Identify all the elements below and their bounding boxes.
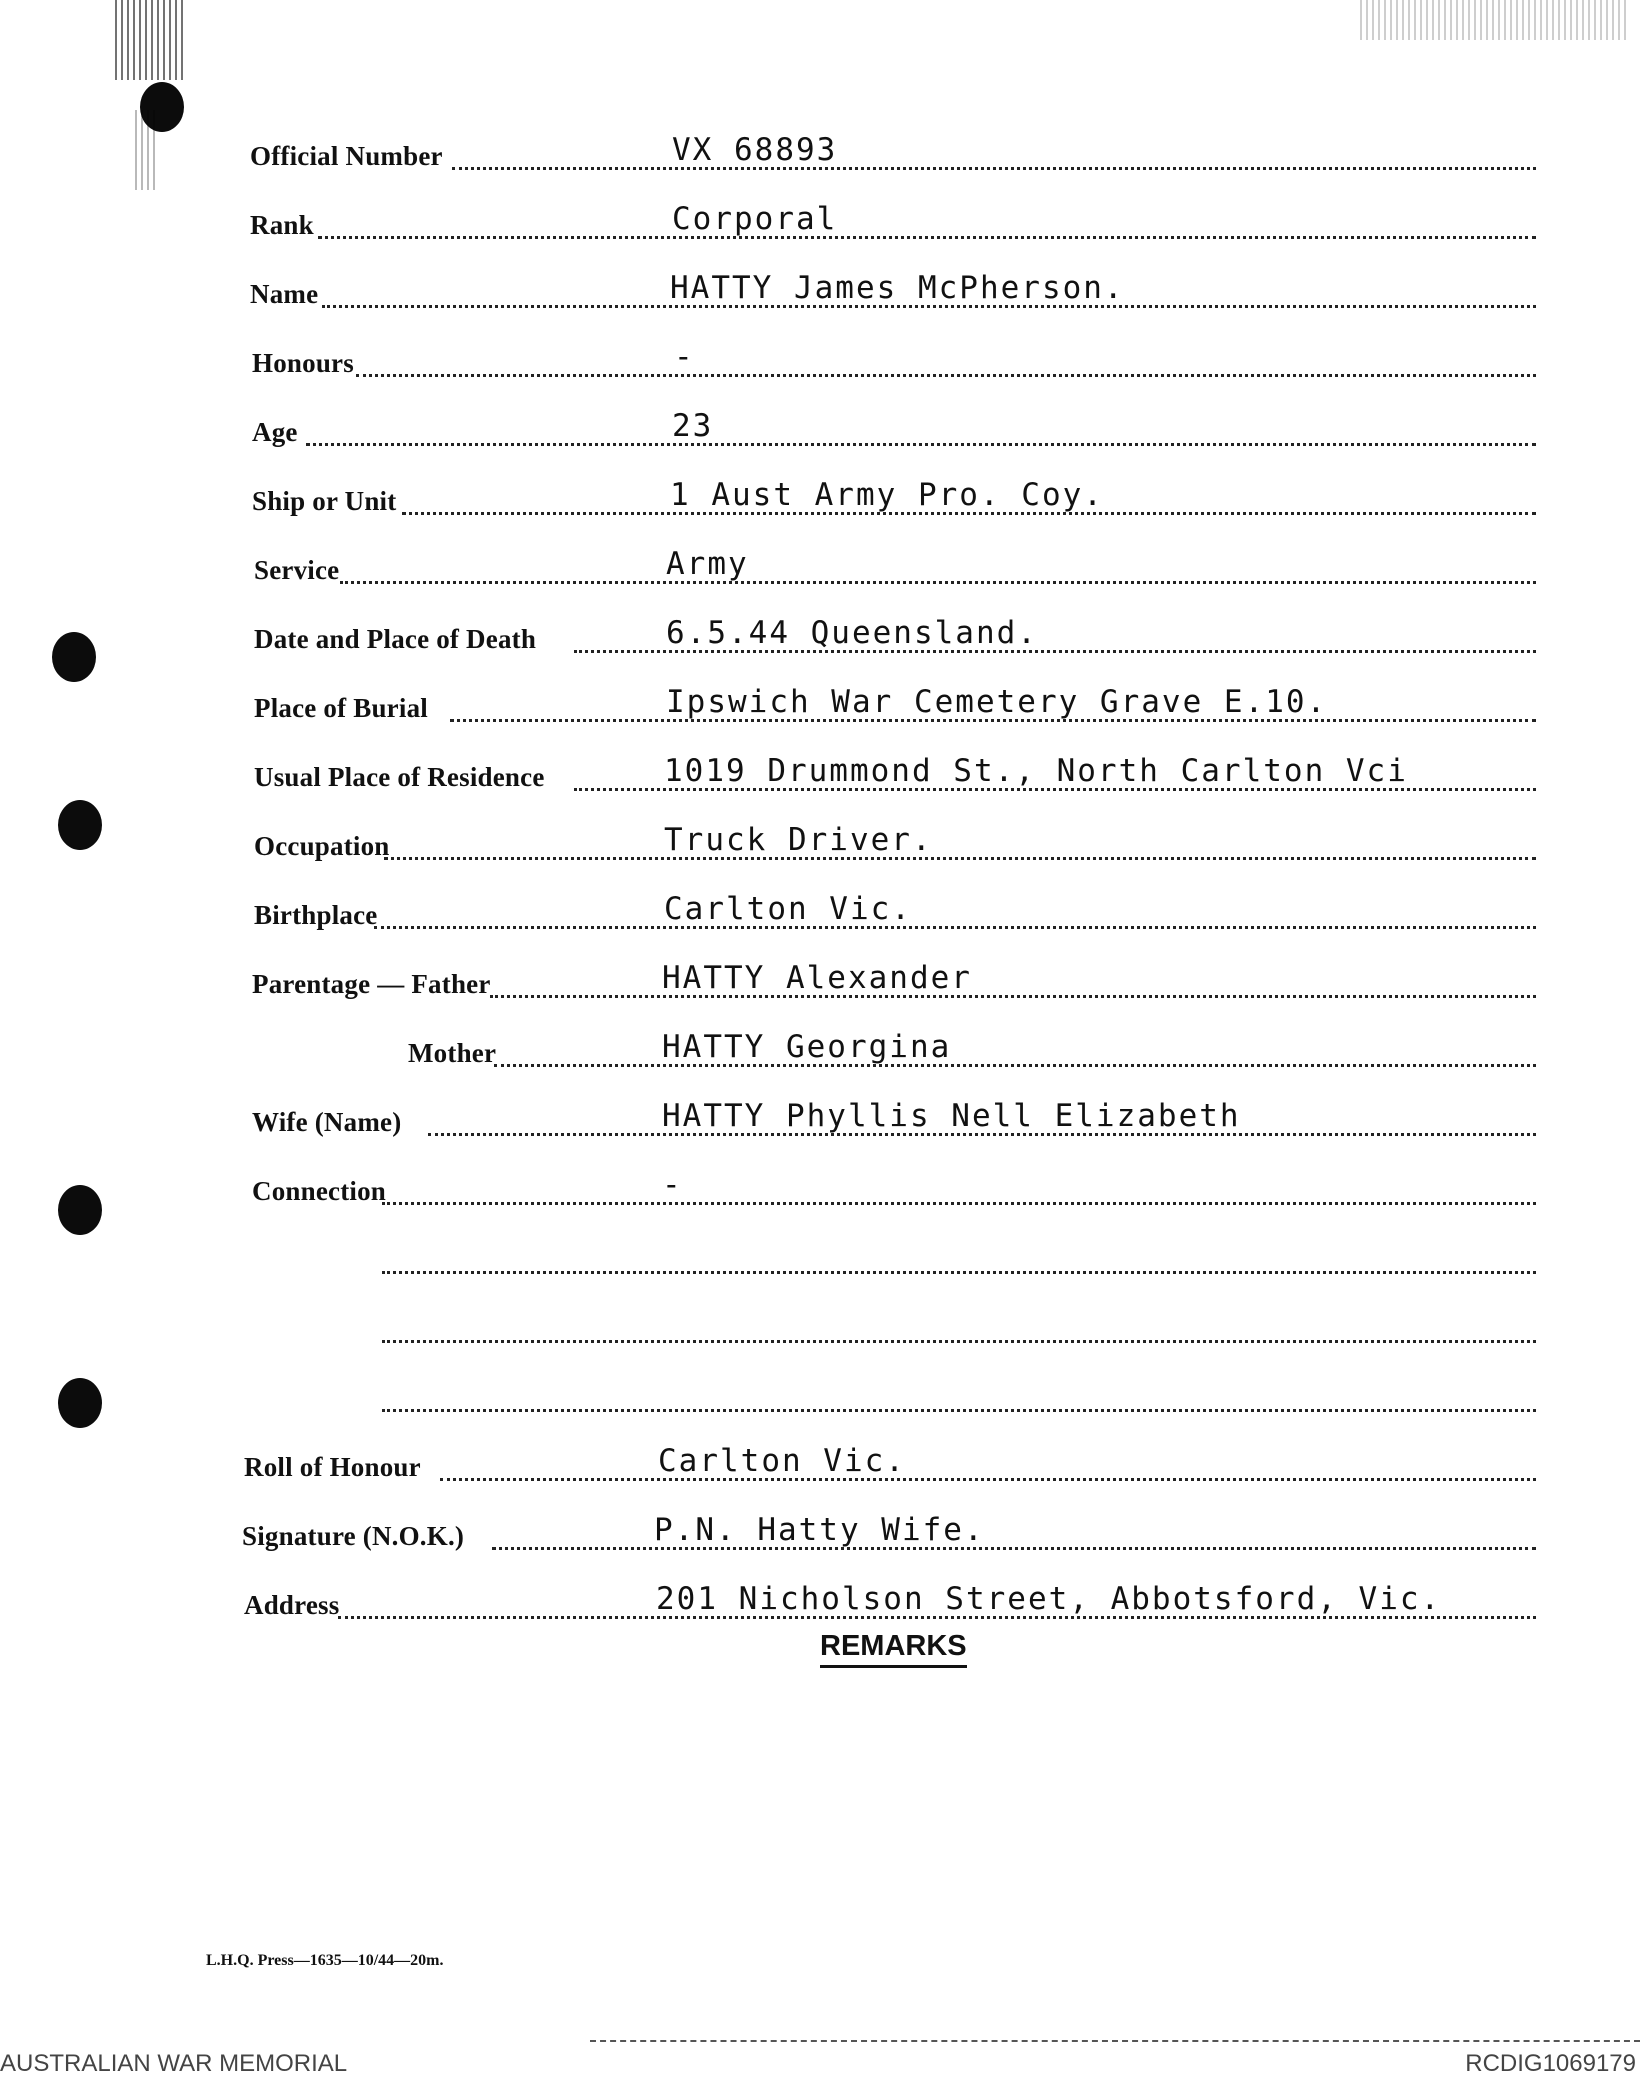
blank-line: [0, 1372, 1644, 1422]
field-label: Service: [254, 555, 340, 585]
dotted-line: [382, 1271, 1536, 1274]
form-row-place-of-burial: [0, 682, 1644, 732]
field-label: Rank: [250, 210, 314, 240]
dotted-line: [306, 443, 1536, 446]
field-label: Mother: [408, 1038, 497, 1068]
form-row-age: [0, 406, 1644, 456]
form-row-roll-of-honour: [0, 1441, 1644, 1491]
field-label: Birthplace: [254, 900, 378, 930]
field-label: Official Number: [250, 141, 443, 171]
field-label: Roll of Honour: [244, 1452, 421, 1482]
scan-smear: [115, 0, 185, 80]
field-value: HATTY Phyllis Nell Elizabeth: [662, 1098, 1241, 1134]
field-value: P.N. Hatty Wife.: [654, 1512, 985, 1548]
form-row-usual-residence: [0, 751, 1644, 801]
field-label: Place of Burial: [254, 693, 428, 723]
form-row-birthplace: [0, 889, 1644, 939]
field-label: Name: [250, 279, 319, 309]
field-label: Occupation: [254, 831, 390, 861]
dotted-line: [318, 236, 1536, 239]
field-label: Age: [252, 417, 298, 447]
form-row-occupation: [0, 820, 1644, 870]
dotted-line: [374, 926, 1536, 929]
field-value: HATTY James McPherson.: [670, 270, 1125, 306]
form-row-service: [0, 544, 1644, 594]
field-value: VX 68893: [672, 132, 838, 168]
field-value: 201 Nicholson Street, Abbotsford, Vic.: [656, 1581, 1442, 1617]
form-row-connection: [0, 1165, 1644, 1215]
footer-record-id: RCDIG1069179: [1465, 2050, 1636, 2077]
remarks-heading: REMARKS: [820, 1630, 967, 1668]
field-value: 1019 Drummond St., North Carlton Vci: [664, 753, 1408, 789]
dotted-line: [492, 1547, 1536, 1550]
field-value: 1 Aust Army Pro. Coy.: [670, 477, 1104, 513]
field-value: Truck Driver.: [664, 822, 933, 858]
dotted-line: [494, 1064, 1536, 1067]
form-row-address: [0, 1579, 1644, 1629]
form-row-mother: [0, 1027, 1644, 1077]
dotted-line: [384, 857, 1536, 860]
form-row-father: [0, 958, 1644, 1008]
dotted-line: [490, 995, 1536, 998]
field-value: Ipswich War Cemetery Grave E.10.: [666, 684, 1328, 720]
scan-smear: [1360, 0, 1630, 40]
dotted-line: [382, 1202, 1536, 1205]
scan-edge-rule: [590, 2040, 1640, 2042]
field-label: Ship or Unit: [252, 486, 397, 516]
dotted-line: [452, 167, 1536, 170]
field-value: Carlton Vic.: [658, 1443, 906, 1479]
blank-line: [0, 1234, 1644, 1284]
field-label: Address: [244, 1590, 340, 1620]
field-value: 6.5.44 Queensland.: [666, 615, 1038, 651]
field-value: Carlton Vic.: [664, 891, 912, 927]
field-label: Wife (Name): [252, 1107, 402, 1137]
form-row-name: [0, 268, 1644, 318]
field-label: Usual Place of Residence: [254, 762, 545, 792]
field-label: Connection: [252, 1176, 387, 1206]
footer-institution: AUSTRALIAN WAR MEMORIAL: [0, 2050, 348, 2077]
form-row-official-number: [0, 130, 1644, 180]
field-value: 23: [672, 408, 714, 444]
form-row-rank: [0, 199, 1644, 249]
field-value: -: [674, 339, 695, 375]
field-value: Army: [666, 546, 749, 582]
dotted-line: [440, 1478, 1536, 1481]
form-row-ship-or-unit: [0, 475, 1644, 525]
field-label: Signature (N.O.K.): [242, 1521, 465, 1551]
field-label: Parentage — Father: [252, 969, 491, 999]
field-value: Corporal: [672, 201, 838, 237]
form-row-wife: [0, 1096, 1644, 1146]
blank-line: [0, 1303, 1644, 1353]
form-row-date-place-death: [0, 613, 1644, 663]
dotted-line: [382, 1409, 1536, 1412]
field-value: HATTY Alexander: [662, 960, 972, 996]
dotted-line: [356, 374, 1536, 377]
field-label: Date and Place of Death: [254, 624, 537, 654]
field-label: Honours: [252, 348, 354, 378]
form-row-signature: [0, 1510, 1644, 1560]
form-row-honours: [0, 337, 1644, 387]
field-value: -: [662, 1167, 683, 1203]
field-value: HATTY Georgina: [662, 1029, 952, 1065]
dotted-line: [382, 1340, 1536, 1343]
press-note: L.H.Q. Press—1635—10/44—20m.: [206, 1952, 444, 1969]
dotted-line: [340, 581, 1536, 584]
